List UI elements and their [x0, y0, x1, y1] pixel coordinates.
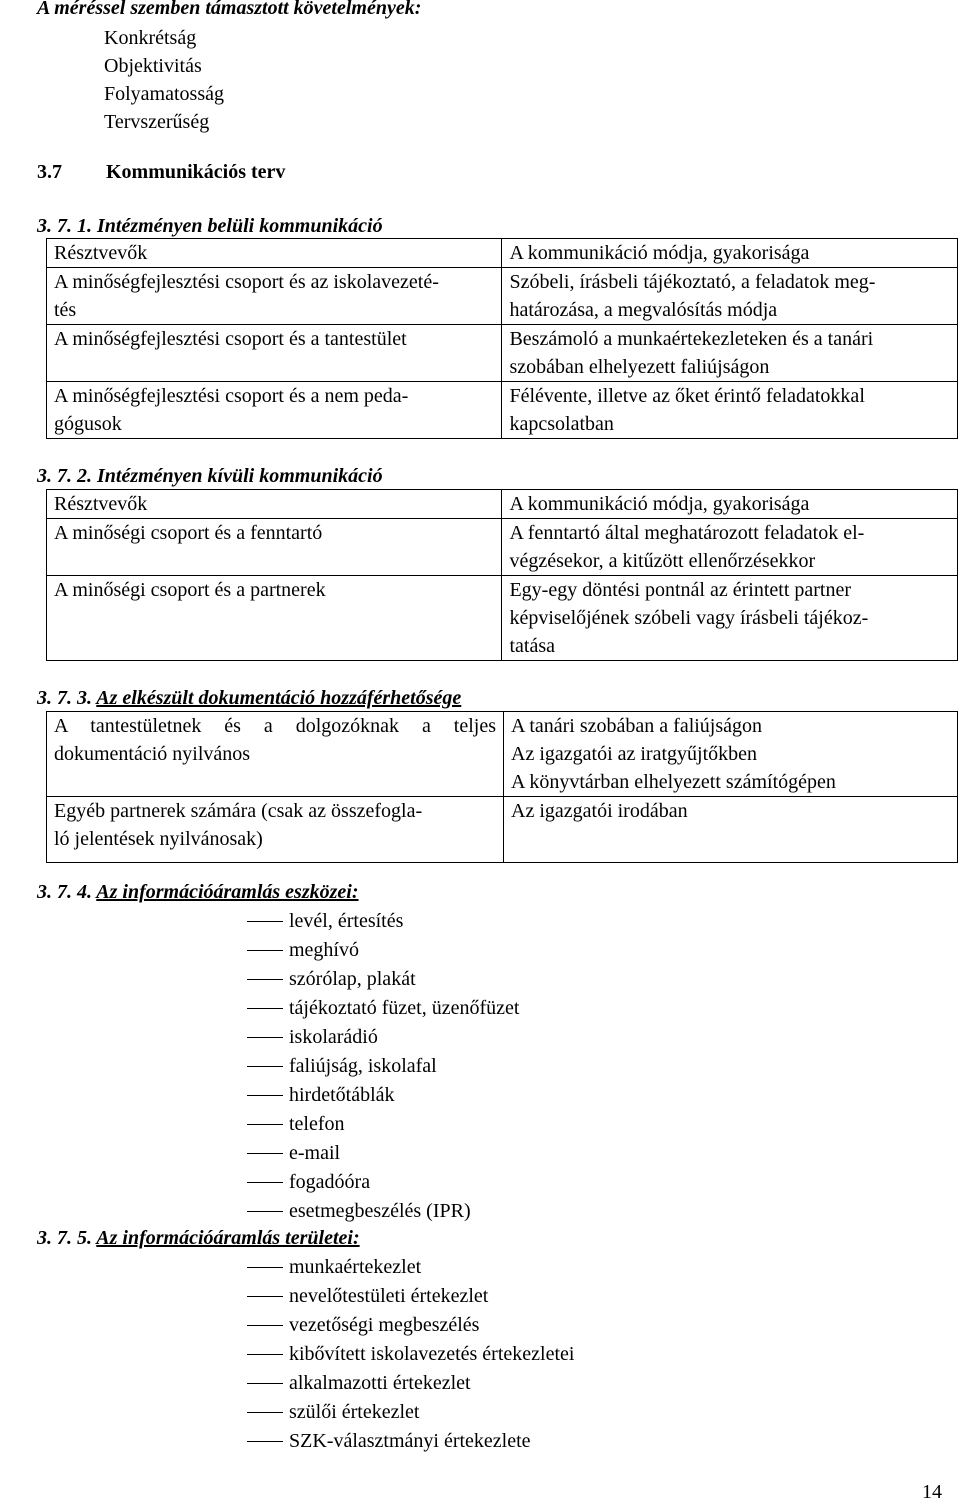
- table-cell: [502, 382, 958, 439]
- table-row: [47, 519, 958, 576]
- requirement-item: Tervszerűség: [104, 111, 210, 133]
- subsection-title: Az információáramlás területei:: [96, 1227, 360, 1249]
- cell-line: ló jelentések nyilvánosak): [54, 828, 263, 850]
- cell-line: kapcsolatban: [509, 413, 614, 435]
- table-row: [47, 712, 958, 797]
- subsection-number: 3. 7. 2.: [37, 465, 92, 487]
- table-row: [47, 325, 958, 382]
- table-cell: [502, 325, 958, 382]
- list-item: [247, 1197, 471, 1225]
- list-item: [247, 1139, 340, 1167]
- table-row: [47, 382, 958, 439]
- cell-line: A minőségfejlesztési csoport és a nem peda-: [54, 385, 409, 407]
- table-cell: [502, 519, 958, 576]
- list-item: [247, 994, 519, 1022]
- dash-icon: [247, 979, 283, 980]
- list-item-label: vezetőségi megbeszélés: [289, 1314, 480, 1336]
- list-item: [247, 1253, 421, 1281]
- dash-icon: [247, 1037, 283, 1038]
- header-cell: Résztvevők: [47, 239, 502, 268]
- cell-line: gógusok: [54, 413, 122, 435]
- header-cell: A kommunikáció módja, gyakorisága: [502, 239, 958, 268]
- list-item-label: telefon: [289, 1113, 345, 1135]
- table-header-row: [47, 239, 958, 268]
- cell-line: A könyvtárban elhelyezett számítógépen: [511, 771, 836, 793]
- dash-icon: [247, 1354, 283, 1355]
- cell-line: Egyéb partnerek számára (csak az összefogla-: [54, 800, 423, 822]
- list-item-label: fogadóóra: [289, 1171, 371, 1193]
- list-item-label: meghívó: [289, 939, 359, 961]
- table-cell: [502, 576, 958, 661]
- dash-icon: [247, 1412, 283, 1413]
- cell-line: A minőségi csoport és a fenntartó: [54, 522, 323, 544]
- subsection-heading: [37, 878, 359, 906]
- list-item-label: esetmegbeszélés (IPR): [289, 1200, 471, 1222]
- section-number: 3.7: [37, 161, 62, 183]
- dash-icon: [247, 1325, 283, 1326]
- cell-line: végzésekor, a kitűzött ellenőrzésekkor: [509, 550, 816, 572]
- list-item-label: munkaértekezlet: [289, 1256, 422, 1278]
- cell-line: Az igazgatói irodában: [511, 800, 688, 822]
- list-item-label: alkalmazotti értekezlet: [289, 1372, 471, 1394]
- list-item-label: kibővített iskolavezetés értekezletei: [289, 1343, 575, 1365]
- subsection-number: 3. 7. 1.: [37, 215, 92, 237]
- cell-line: A minőségi csoport és a partnerek: [54, 579, 326, 601]
- page-number: 14: [922, 1481, 942, 1503]
- cell-line: határozása, a megvalósítás módja: [509, 299, 778, 321]
- table-cell: [47, 519, 502, 576]
- cell-line: A tantestületnek és a dolgozóknak a teljes: [54, 715, 496, 737]
- cell-line: Félévente, illetve az őket érintő feladatokkal: [509, 385, 865, 407]
- cell-line: dokumentáció nyilvános: [54, 743, 251, 765]
- list-item: [247, 1282, 488, 1310]
- list-item: [247, 1311, 479, 1339]
- list-item-label: SZK-választmányi értekezlete: [289, 1430, 531, 1452]
- cell-line: tatása: [509, 635, 555, 657]
- list-item-label: levél, értesítés: [289, 910, 404, 932]
- table-cell: [47, 576, 502, 661]
- requirement-item: Objektivitás: [104, 55, 202, 77]
- documentation-access-table: [46, 711, 958, 863]
- list-item: [247, 965, 416, 993]
- subsection-title: Intézményen kívüli kommunikáció: [97, 465, 383, 487]
- external-communication-table: [46, 489, 958, 661]
- list-item-label: szülői értekezlet: [289, 1401, 420, 1423]
- cell-line: szobában elhelyezett faliújságon: [509, 356, 770, 378]
- subsection-title: Intézményen belüli kommunikáció: [97, 215, 383, 237]
- subsection-title: Az elkészült dokumentáció hozzáférhetősége: [96, 687, 462, 709]
- cell-line: A fenntartó által meghatározott feladatok el-: [509, 522, 865, 544]
- cell-line: Egy-egy döntési pontnál az érintett partner: [509, 579, 852, 601]
- table-row: [47, 576, 958, 661]
- table-row: [47, 797, 958, 863]
- internal-communication-table: [46, 238, 958, 439]
- table-cell: [47, 325, 502, 382]
- dash-icon: [247, 1153, 283, 1154]
- table-cell: [502, 268, 958, 325]
- list-item: [247, 1168, 370, 1196]
- subsection-heading: [37, 684, 461, 712]
- table-cell: [47, 382, 502, 439]
- table-cell: [504, 797, 958, 863]
- list-item-label: hirdetőtáblák: [289, 1084, 395, 1106]
- table-cell: [47, 712, 504, 797]
- subsection-heading: [37, 212, 383, 240]
- dash-icon: [247, 921, 283, 922]
- list-item: [247, 1110, 345, 1138]
- cell-line: Beszámoló a munkaértekezleteken és a tanári: [509, 328, 874, 350]
- subsection-number: 3. 7. 3.: [37, 687, 92, 709]
- cell-line: Az igazgatói az iratgyűjtőkben: [511, 743, 758, 765]
- list-item-label: nevelőtestületi értekezlet: [289, 1285, 489, 1307]
- cell-line: Szóbeli, írásbeli tájékoztató, a feladatok meg-: [509, 271, 876, 293]
- list-item: [247, 1052, 437, 1080]
- table-cell: [504, 712, 958, 797]
- dash-icon: [247, 1211, 283, 1212]
- requirement-item: Folyamatosság: [104, 83, 224, 105]
- list-item: [247, 936, 359, 964]
- section-title: Kommunikációs terv: [106, 161, 286, 183]
- subsection-number: 3. 7. 4.: [37, 881, 92, 903]
- dash-icon: [247, 1182, 283, 1183]
- subsection-heading: [37, 1224, 360, 1252]
- list-item-label: e-mail: [289, 1142, 341, 1164]
- dash-icon: [247, 1296, 283, 1297]
- dash-icon: [247, 1267, 283, 1268]
- list-item: [247, 1340, 574, 1368]
- subsection-number: 3. 7. 5.: [37, 1227, 92, 1249]
- dash-icon: [247, 1008, 283, 1009]
- list-item-label: szórólap, plakát: [289, 968, 416, 990]
- dash-icon: [247, 1441, 283, 1442]
- list-item-label: faliújság, iskolafal: [289, 1055, 437, 1077]
- cell-line: A minőségfejlesztési csoport és a tantestület: [54, 328, 407, 350]
- list-item: [247, 1369, 471, 1397]
- dash-icon: [247, 1124, 283, 1125]
- list-item: [247, 1023, 378, 1051]
- dash-icon: [247, 1095, 283, 1096]
- table-cell: [47, 797, 504, 863]
- dash-icon: [247, 1383, 283, 1384]
- table-header-row: [47, 490, 958, 519]
- dash-icon: [247, 950, 283, 951]
- subsection-heading: [37, 462, 383, 490]
- cell-line: tés: [54, 299, 77, 321]
- list-item: [247, 1398, 420, 1426]
- requirements-heading: A méréssel szemben támasztott követelmények:: [37, 0, 422, 19]
- list-item: [247, 907, 403, 935]
- dash-icon: [247, 1066, 283, 1067]
- subsection-title: Az információáramlás eszközei:: [96, 881, 359, 903]
- list-item: [247, 1081, 395, 1109]
- header-cell: Résztvevők: [47, 490, 502, 519]
- header-cell: A kommunikáció módja, gyakorisága: [502, 490, 958, 519]
- table-cell: [47, 268, 502, 325]
- cell-line: képviselőjének szóbeli vagy írásbeli tájékoz-: [509, 607, 869, 629]
- requirement-item: Konkrétság: [104, 27, 197, 49]
- cell-line: A minőségfejlesztési csoport és az iskolavezeté-: [54, 271, 439, 293]
- cell-line: A tanári szobában a faliújságon: [511, 715, 763, 737]
- list-item-label: iskolarádió: [289, 1026, 378, 1048]
- list-item-label: tájékoztató füzet, üzenőfüzet: [289, 997, 520, 1019]
- table-row: [47, 268, 958, 325]
- list-item: [247, 1427, 531, 1455]
